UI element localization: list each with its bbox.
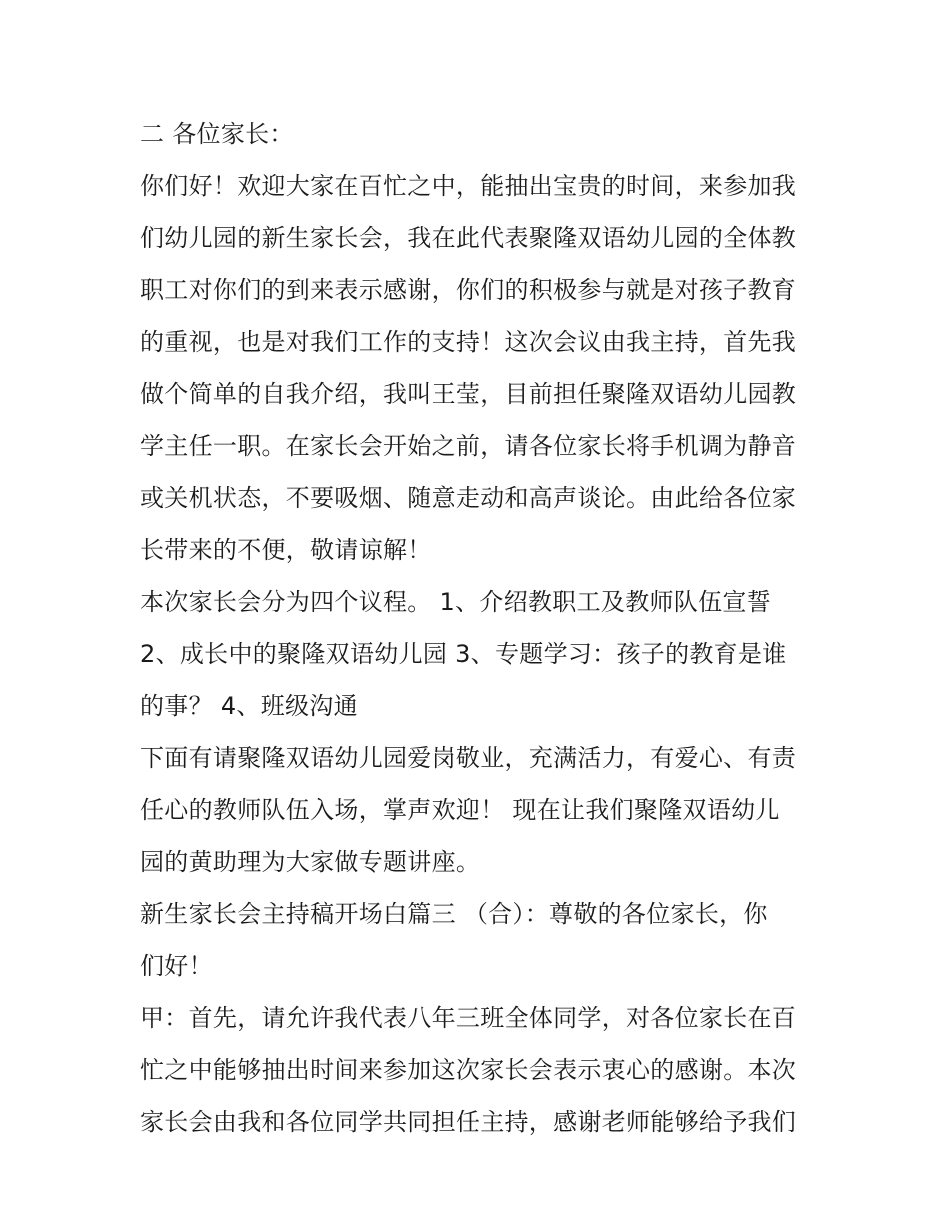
text-line: 长带来的不便，敬请谅解！ <box>140 536 432 564</box>
text-line: 做个简单的自我介绍，我叫王莹，目前担任聚隆双语幼儿园教 <box>140 380 797 408</box>
text-line: 忙之中能够抽出时间来参加这次家长会表示衷心的感谢。本次 <box>140 1056 797 1084</box>
text-line: 二 各位家长： <box>140 120 294 148</box>
text-line: 园的黄助理为大家做专题讲座。 <box>140 848 481 876</box>
text-line: 本次家长会分为四个议程。 1、介绍教职工及教师队伍宣誓 <box>140 588 771 616</box>
document-body <box>140 108 830 1148</box>
text-line: 家长会由我和各位同学共同担任主持，感谢老师能够给予我们 <box>140 1108 797 1136</box>
text-line: 你们好！欢迎大家在百忙之中，能抽出宝贵的时间，来参加我 <box>140 172 797 200</box>
text-line: 职工对你们的到来表示感谢，你们的积极参与就是对孩子教育 <box>140 276 797 304</box>
text-line: 们幼儿园的新生家长会，我在此代表聚隆双语幼儿园的全体教 <box>140 224 797 252</box>
text-line: 们好！ <box>140 952 213 980</box>
text-line: 的事？ 4、班级沟通 <box>140 692 358 720</box>
text-line: 的重视，也是对我们工作的支持！这次会议由我主持，首先我 <box>140 328 797 356</box>
text-line: 2、成长中的聚隆双语幼儿园 3、专题学习：孩子的教育是谁 <box>140 640 787 668</box>
text-line: 新生家长会主持稿开场白篇三 （合）：尊敬的各位家长，你 <box>140 900 768 928</box>
text-line: 任心的教师队伍入场，掌声欢迎！ 现在让我们聚隆双语幼儿 <box>140 796 780 824</box>
text-line: 下面有请聚隆双语幼儿园爱岗敬业，充满活力，有爱心、有责 <box>140 744 797 772</box>
text-line: 学主任一职。在家长会开始之前，请各位家长将手机调为静音 <box>140 432 797 460</box>
text-line: 或关机状态，不要吸烟、随意走动和高声谈论。由此给各位家 <box>140 484 797 512</box>
text-line: 甲：首先，请允许我代表八年三班全体同学，对各位家长在百 <box>140 1004 797 1032</box>
